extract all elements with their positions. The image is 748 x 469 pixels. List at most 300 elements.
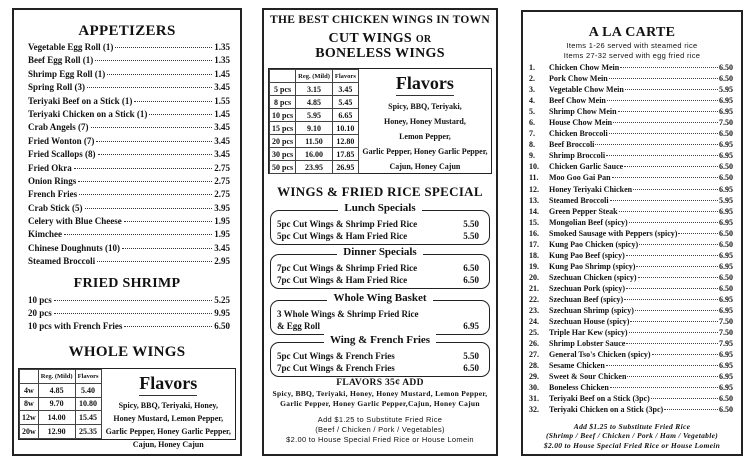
item-number: 30. (529, 383, 539, 393)
menu-item (28, 42, 230, 55)
item-name: 3 Whole Wings & Shrimp Fried Rice (277, 309, 419, 319)
special-title-text: Whole Wing Basket (327, 292, 432, 304)
item-name: Kung Pao Chicken (spicy) (549, 239, 639, 249)
flavor-line: Cajun, Honey Cajun (389, 162, 461, 171)
item-name: Triple Har Kew (spicy) (549, 328, 628, 338)
item-price: 5.50 (463, 351, 479, 361)
item-name: Mongolian Beef (spicy) (549, 217, 628, 227)
flavor-line: Honey, Honey Mustard, (384, 117, 466, 126)
menu-item (529, 328, 733, 339)
dot-leader (630, 321, 718, 322)
flavors-add-title: FLAVORS 35¢ ADD (336, 378, 424, 388)
a-la-carte-list (529, 63, 733, 417)
cut-wings-box (268, 68, 492, 174)
menu-item (529, 317, 733, 328)
menu-item (529, 185, 733, 196)
item-name: Fried Scallops (8) (28, 149, 96, 160)
price-cell: 3.15 (296, 83, 333, 96)
special-box (270, 334, 490, 377)
item-name: Shrimp Egg Roll (1) (28, 68, 106, 79)
dot-leader (652, 354, 718, 355)
special-title (271, 246, 489, 258)
special-item (277, 262, 479, 274)
item-name: 5pc Cut Wings & Ham Fried Rice (277, 231, 408, 241)
menu-item (529, 85, 733, 96)
item-price: 3.95 (214, 202, 230, 213)
menu-item (28, 203, 230, 216)
quantity-cell: 12w (20, 411, 39, 425)
item-price: 6.50 (719, 228, 733, 238)
flavor-line: Spicy, BBQ, Teriyaki, Honey, (118, 401, 218, 410)
item-name: Shrimp Chow Mein (549, 107, 617, 117)
item-name: Onion Rings (28, 175, 77, 186)
item-name: 5pc Cut Wings & Shrimp Fried Rice (277, 219, 418, 229)
menu-item (28, 82, 230, 95)
item-price: 2.75 (214, 162, 230, 173)
special-title (271, 334, 489, 346)
item-name: General Tso's Chicken (spicy) (549, 350, 651, 360)
dot-leader (678, 233, 718, 234)
quantity-cell: 5 pcs (270, 83, 296, 96)
note-line: $2.00 to House Special Fried Rice or House Lomein (286, 435, 474, 444)
item-number: 26. (529, 339, 539, 349)
dot-leader (609, 133, 718, 134)
item-name: Szechuan Beef (spicy) (549, 294, 624, 304)
item-price: 6.50 (719, 173, 733, 183)
item-name: Crab Angels (7) (28, 122, 89, 133)
appetizers-list (28, 42, 230, 270)
dot-leader (636, 266, 718, 267)
item-name: Szechuan Chicken (spicy) (549, 272, 637, 282)
menu-item (529, 96, 733, 107)
price-cell: 3.45 (332, 83, 358, 96)
menu-item (529, 361, 733, 372)
quantity-cell: 10 pcs (270, 109, 296, 122)
menu-item (529, 405, 733, 416)
menu-item (28, 243, 230, 256)
item-name: Shrimp Lobster Sauce (549, 339, 626, 349)
flavor-line: Honey Mustard, Lemon Pepper, (113, 414, 224, 423)
menu-item (28, 136, 230, 149)
dot-leader (64, 234, 212, 235)
price-cell: 15.45 (75, 411, 101, 425)
item-price: 5.50 (463, 219, 479, 229)
item-price: 2.75 (214, 189, 230, 200)
menu-item (529, 140, 733, 151)
menu-item (529, 173, 733, 184)
menu-item (529, 339, 733, 350)
item-name: Smoked Sausage with Peppers (spicy) (549, 228, 678, 238)
item-price: 6.95 (719, 294, 733, 304)
quantity-cell: 15 pcs (270, 122, 296, 135)
column-header: Flavors (332, 70, 358, 83)
item-number: 13. (529, 195, 539, 205)
flavor-line: Garlic Pepper, Honey Garlic Pepper,Cajun, Honey Cajun (280, 399, 480, 408)
price-cell: 9.70 (38, 397, 75, 411)
table-row (20, 411, 102, 425)
item-name: Kung Pao Shrimp (spicy) (549, 261, 636, 271)
price-cell: 16.00 (296, 148, 333, 161)
item-price: 5.95 (719, 85, 733, 95)
item-price: 6.50 (214, 321, 230, 332)
item-price: 6.95 (719, 217, 733, 227)
item-name: 7pc Cut Wings & Shrimp Fried Rice (277, 263, 418, 273)
subtitle-line: Items 1-26 served with steamed rice (566, 41, 698, 50)
item-price: 6.95 (719, 96, 733, 106)
menu-item (529, 394, 733, 405)
item-name: Sesame Chicken (549, 361, 605, 371)
menu-item (529, 295, 733, 306)
item-number: 16. (529, 228, 539, 238)
menu-item (28, 229, 230, 242)
dot-leader (87, 87, 212, 88)
table-header (20, 370, 102, 384)
dot-leader (54, 300, 212, 301)
dot-leader (625, 89, 718, 90)
menu-item (529, 118, 733, 129)
item-number: 4. (529, 96, 535, 106)
dot-leader (613, 122, 718, 123)
item-price: 1.35 (214, 55, 230, 66)
price-cell: 9.10 (296, 122, 333, 135)
dot-leader (609, 78, 718, 79)
item-number: 9. (529, 151, 535, 161)
item-name: Honey Teriyaki Chicken (549, 184, 633, 194)
special-item (277, 362, 479, 374)
menu-item (28, 189, 230, 202)
item-name: Szechuan House (spicy) (549, 317, 630, 327)
item-name: Chicken Garlic Sauce (549, 162, 624, 172)
flavors-heading: Flavors (396, 71, 454, 96)
table-row (270, 96, 359, 109)
dot-leader (91, 127, 213, 128)
column-header (20, 370, 39, 384)
item-price: 6.50 (719, 63, 733, 72)
item-name: Chicken Broccoli (549, 129, 608, 139)
fried-shrimp-title: FRIED SHRIMP (73, 275, 181, 291)
item-number: 27. (529, 350, 539, 360)
item-name: 20 pcs (28, 308, 52, 319)
item-price: 6.95 (719, 261, 733, 271)
menu-item (529, 218, 733, 229)
appetizers-panel (12, 8, 242, 456)
table-row (20, 397, 102, 411)
item-price: 1.45 (214, 68, 230, 79)
special-item (277, 230, 479, 242)
dot-leader (619, 211, 718, 212)
menu-item (529, 129, 733, 140)
item-price: 6.50 (719, 283, 733, 293)
a-la-carte-title: A LA CARTE (588, 25, 676, 40)
item-price: 6.95 (719, 151, 733, 161)
item-number: 25. (529, 328, 539, 338)
item-name: Spring Roll (3) (28, 82, 86, 93)
table-row (270, 83, 359, 96)
item-price: 6.50 (719, 74, 733, 84)
menu-item (28, 149, 230, 162)
item-name: Teriyaki Beef on a Stick (1) (28, 95, 133, 106)
item-price: 6.50 (463, 363, 479, 373)
item-name: Szechuan Pork (spicy) (549, 283, 625, 293)
item-name: Kimchee (28, 229, 62, 240)
item-price: 6.50 (719, 405, 733, 415)
item-number: 29. (529, 372, 539, 382)
special-item (277, 218, 479, 230)
item-price: 7.50 (719, 118, 733, 128)
menu-item (28, 321, 230, 334)
boneless-wings-title: BONELESS WINGS (315, 46, 445, 61)
item-name: Beef Broccoli (549, 140, 595, 150)
substitute-notes (264, 415, 496, 445)
quantity-cell: 50 pcs (270, 161, 296, 174)
price-cell: 4.85 (296, 96, 333, 109)
menu-item (529, 284, 733, 295)
column-header: Reg. (Mild) (296, 70, 333, 83)
dot-leader (79, 194, 212, 195)
item-number: 8. (529, 140, 535, 150)
dot-leader (54, 313, 212, 314)
item-name: Chinese Doughnuts (10) (28, 242, 121, 253)
flavor-line: Lemon Pepper, (399, 132, 451, 141)
table-row (20, 383, 102, 397)
item-price: 7.95 (719, 339, 733, 349)
dot-leader (97, 261, 212, 262)
menu-item (529, 240, 733, 251)
flavor-line: Cajun, Honey Cajun (132, 440, 204, 449)
item-price: 2.75 (214, 175, 230, 186)
cut-wings-price-table (269, 69, 359, 174)
item-name: Crab Stick (5) (28, 202, 83, 213)
price-cell: 5.95 (296, 109, 333, 122)
item-name: Shrimp Broccoli (549, 151, 606, 161)
item-name: Kung Pao Beef (spicy) (549, 250, 625, 260)
cut-wings-flavors (359, 69, 491, 173)
fried-shrimp-list (28, 295, 230, 335)
item-name: Steamed Broccoli (28, 256, 96, 267)
dot-leader (74, 168, 213, 169)
quantity-cell: 30 pcs (270, 148, 296, 161)
item-price: 6.50 (463, 275, 479, 285)
item-price: 6.95 (719, 306, 733, 316)
item-name: Teriyaki Chicken on a Stick (1) (28, 108, 148, 119)
item-price: 6.95 (719, 372, 733, 382)
subtitle-line: Items 27-32 served with egg fried rice (563, 51, 701, 60)
dot-leader (626, 288, 718, 289)
whole-wings-title: WHOLE WINGS (68, 343, 186, 360)
cut-wings-title: CUT WINGS OR (328, 31, 432, 46)
item-name: House Chow Mein (549, 118, 613, 128)
price-cell: 17.85 (332, 148, 358, 161)
item-number: 2. (529, 74, 535, 84)
price-cell: 4.85 (38, 383, 75, 397)
table-row (270, 109, 359, 122)
note-line: $2.00 to House Special Fried Rice or House Lomein (543, 440, 721, 450)
menu-item (28, 122, 230, 135)
price-cell: 26.95 (332, 161, 358, 174)
item-price: 6.50 (719, 272, 733, 282)
item-name: Chicken Chow Mein (549, 63, 620, 72)
price-cell: 10.80 (75, 397, 101, 411)
special-title (271, 202, 489, 214)
menu-item (28, 308, 230, 321)
item-price: 6.95 (719, 107, 733, 117)
dot-leader (624, 166, 718, 167)
item-name: 7pc Cut Wings & Ham Fried Rice (277, 275, 408, 285)
whole-wings-flavors (102, 369, 235, 449)
item-name: Boneless Chicken (549, 383, 609, 393)
dot-leader (98, 154, 213, 155)
special-box (270, 202, 490, 245)
item-name: Teriyaki Beef on a Stick (3pc) (549, 394, 650, 404)
price-cell: 11.50 (296, 135, 333, 148)
item-price: 6.50 (719, 162, 733, 172)
item-price: 3.45 (214, 149, 230, 160)
menu-item (529, 350, 733, 361)
item-number: 17. (529, 239, 539, 249)
quantity-cell: 20w (20, 425, 39, 439)
item-number: 15. (529, 217, 539, 227)
dot-leader (618, 111, 718, 112)
flavors-heading: Flavors (139, 371, 197, 396)
dot-leader (115, 47, 212, 48)
dot-leader (633, 189, 718, 190)
item-price: 6.50 (719, 129, 733, 139)
item-price: 6.95 (719, 250, 733, 260)
menu-item (529, 63, 733, 74)
flavor-line: Garlic Pepper, Honey Garlic Pepper, (105, 427, 231, 436)
item-number: 11. (529, 173, 539, 183)
table-row (270, 161, 359, 174)
price-cell: 25.35 (75, 425, 101, 439)
item-number: 22. (529, 294, 539, 304)
price-cell: 5.45 (332, 96, 358, 109)
item-price: 1.55 (214, 95, 230, 106)
dot-leader (122, 248, 212, 249)
dot-leader (149, 114, 212, 115)
dot-leader (651, 398, 718, 399)
item-price: 5.25 (214, 294, 230, 305)
special-box (270, 246, 490, 289)
menu-item (529, 251, 733, 262)
item-number: 14. (529, 206, 539, 216)
note-line: (Beef / Chicken / Pork / Vegetables) (315, 425, 445, 434)
dot-leader (626, 343, 718, 344)
item-name: 5pc Cut Wings & French Fries (277, 351, 395, 361)
dot-leader (78, 181, 212, 182)
dot-leader (95, 60, 212, 61)
item-name: Beef Chow Mein (549, 96, 606, 106)
menu-item (529, 151, 733, 162)
dot-leader (610, 387, 718, 388)
dot-leader (607, 100, 718, 101)
flavor-line: Spicy, BBQ, Teriyaki, (388, 102, 462, 111)
menu-item (529, 74, 733, 85)
dot-leader (96, 141, 212, 142)
table-row (270, 135, 359, 148)
item-number: 7. (529, 129, 535, 139)
dot-leader (635, 310, 718, 311)
item-name: 10 pcs with French Fries (28, 321, 123, 332)
item-name: Teriyaki Chicken on a Stick (3pc) (549, 405, 664, 415)
column-header: Flavors (75, 370, 101, 384)
quantity-cell: 8w (20, 397, 39, 411)
menu-item (28, 69, 230, 82)
item-number: 12. (529, 184, 539, 194)
note-line: Add $1.25 to Substitute Fried Rice (317, 415, 443, 424)
column-header: Reg. (Mild) (38, 370, 75, 384)
column-header (270, 70, 296, 83)
item-name: & Egg Roll (277, 321, 321, 331)
dot-leader (624, 299, 718, 300)
note-line: Add $1.25 to Substitute Fried Rice (573, 421, 691, 431)
price-cell: 12.80 (332, 135, 358, 148)
item-number: 28. (529, 361, 539, 371)
item-name: Vegetable Egg Roll (1) (28, 42, 114, 52)
item-price: 6.95 (719, 350, 733, 360)
item-price: 5.95 (719, 195, 733, 205)
item-name: French Fries (28, 189, 78, 200)
menu-item (529, 306, 733, 317)
appetizers-title: APPETIZERS (78, 23, 176, 39)
item-number: 24. (529, 317, 539, 327)
wings-panel (262, 8, 498, 456)
a-la-carte-subtitle (523, 41, 741, 61)
item-number: 6. (529, 118, 535, 128)
dot-leader (629, 222, 718, 223)
item-name: Beef Egg Roll (1) (28, 55, 94, 66)
table-row (270, 148, 359, 161)
dot-leader (606, 155, 718, 156)
item-price: 7.50 (719, 317, 733, 327)
item-number: 5. (529, 107, 535, 117)
menu-item (529, 207, 733, 218)
quantity-cell: 4w (20, 383, 39, 397)
dot-leader (639, 244, 718, 245)
menu-item (529, 196, 733, 207)
banner: THE BEST CHICKEN WINGS IN TOWN (269, 14, 490, 26)
price-cell: 10.10 (332, 122, 358, 135)
special-box (270, 292, 490, 335)
menu-item (28, 295, 230, 308)
item-number: 1. (529, 63, 535, 72)
item-price: 3.45 (214, 122, 230, 133)
price-cell: 6.65 (332, 109, 358, 122)
item-price: 1.95 (214, 216, 230, 227)
menu-item (28, 163, 230, 176)
menu-item (28, 109, 230, 122)
item-number: 21. (529, 283, 539, 293)
a-la-carte-panel (521, 10, 743, 456)
item-price: 3.45 (214, 135, 230, 146)
item-price: 3.45 (214, 242, 230, 253)
special-title: WINGS & FRIED RICE SPECIAL (277, 184, 483, 199)
dot-leader (612, 177, 718, 178)
table-row (20, 425, 102, 439)
price-cell: 12.90 (38, 425, 75, 439)
item-number: 31. (529, 394, 539, 404)
special-title-text: Lunch Specials (338, 202, 421, 214)
special-item (277, 308, 479, 320)
flavor-line: Spicy, BBQ, Teriyaki, Honey, Honey Mustard, Lemon Pepper, (272, 389, 488, 398)
item-number: 18. (529, 250, 539, 260)
flavors-add-list (264, 389, 496, 409)
menu-item (529, 262, 733, 273)
special-item (277, 320, 479, 332)
item-name: Green Pepper Steak (549, 206, 618, 216)
item-number: 10. (529, 162, 539, 172)
item-price: 6.95 (719, 184, 733, 194)
dot-leader (629, 332, 718, 333)
